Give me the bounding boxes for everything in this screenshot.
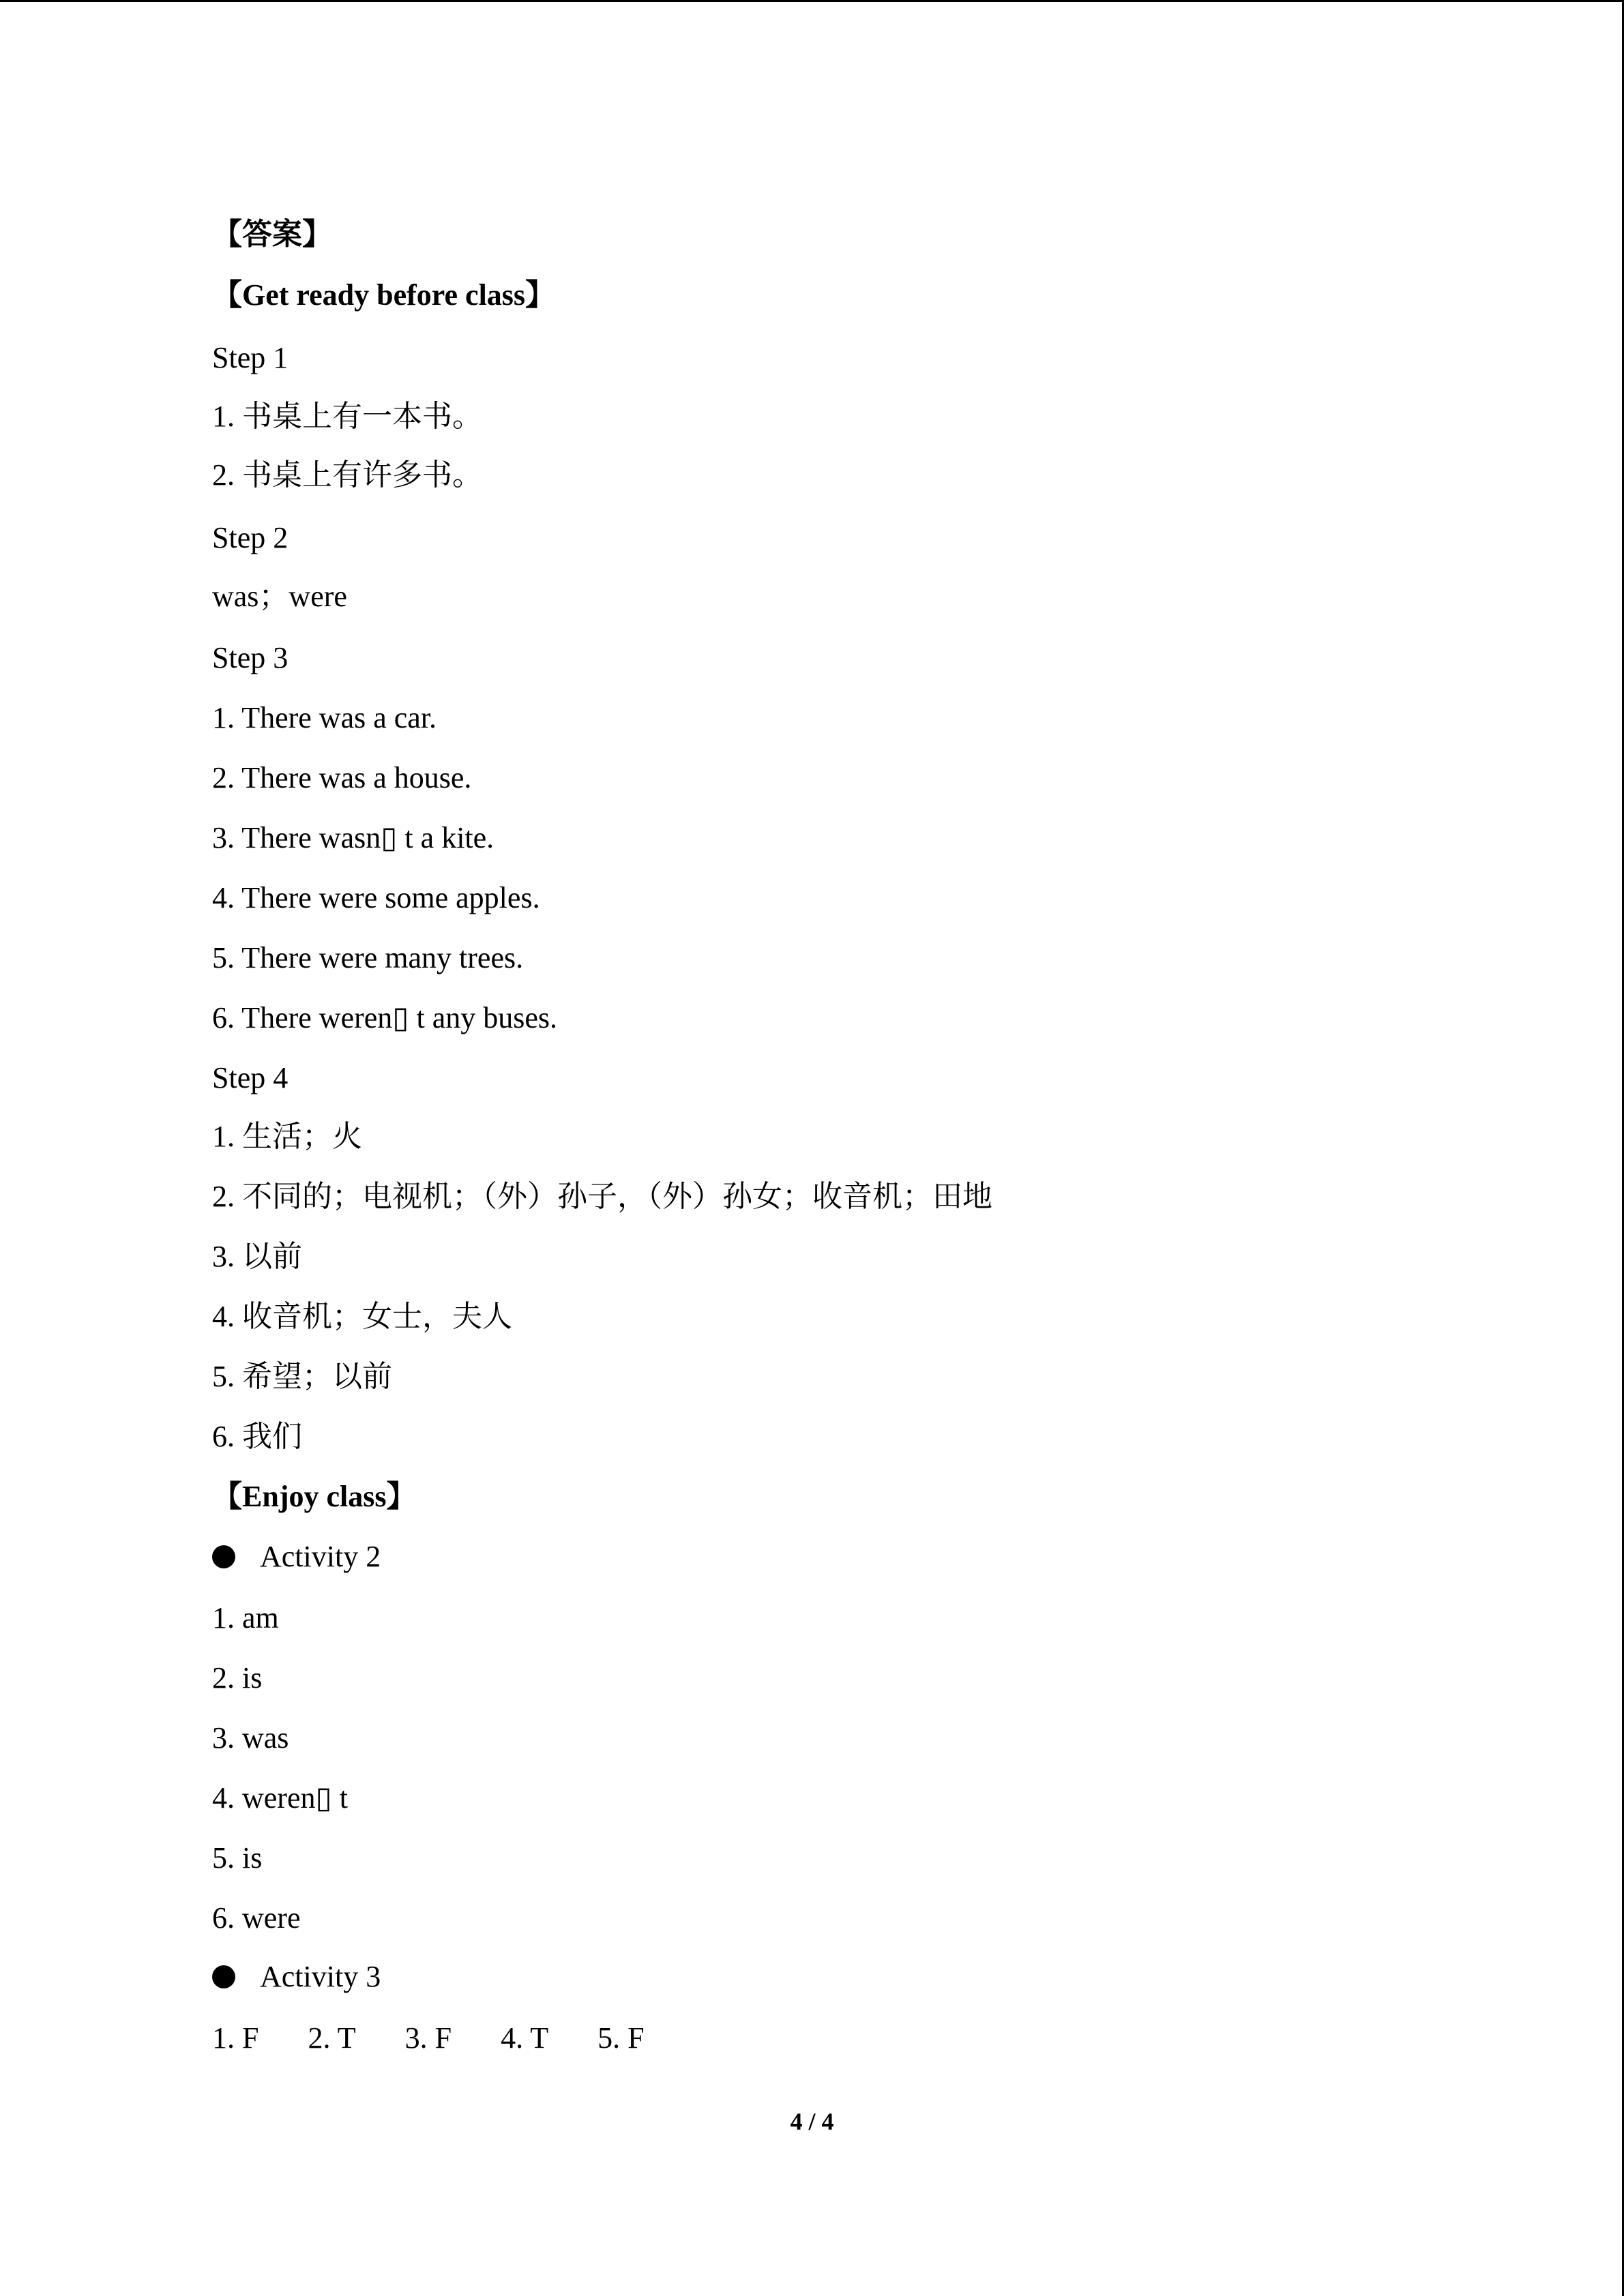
activity3-heading xyxy=(212,1962,381,1992)
step3-title: Step 3 xyxy=(212,641,289,674)
step1-title: Step 1 xyxy=(212,341,289,374)
step2-title: Step 2 xyxy=(212,521,289,554)
step3-item-2: 2. There was a house. xyxy=(212,761,472,794)
activity2-item-1: 1. am xyxy=(212,1601,279,1635)
step4-item-6: 6. 我们 xyxy=(212,1420,302,1453)
step4-item-1: 1. 生活；火 xyxy=(212,1120,362,1153)
step1-item-2: 2. 书桌上有许多书。 xyxy=(212,458,482,492)
activity2-item-5: 5. is xyxy=(212,1841,263,1875)
page-number: 4 / 4 xyxy=(790,2108,834,2135)
activity3-item-4: 4. T xyxy=(501,2021,549,2055)
activity3-item-1: 1. F xyxy=(212,2021,259,2055)
step4-item-2: 2. 不同的；电视机；（外）孙子，（外）孙女；收音机；田地 xyxy=(212,1180,992,1213)
activity3-answers xyxy=(212,2023,694,2053)
answer-header: 【答案】 xyxy=(212,218,332,251)
step4-item-5: 5. 希望；以前 xyxy=(212,1360,392,1393)
step3-item-1: 1. There was a car. xyxy=(212,701,437,734)
activity3-item-5: 5. F xyxy=(597,2021,645,2055)
bullet-icon xyxy=(212,1965,235,1988)
activity3-item-3: 3. F xyxy=(404,2021,452,2055)
activity2-item-2: 2. is xyxy=(212,1661,263,1695)
step4-title: Step 4 xyxy=(212,1061,289,1094)
activity3-title: Activity 3 xyxy=(260,1960,381,1993)
activity2-item-6: 6. were xyxy=(212,1901,301,1935)
section-enjoy: 【Enjoy class】 xyxy=(212,1480,417,1513)
activity2-heading xyxy=(212,1542,381,1572)
activity2-title: Activity 2 xyxy=(260,1540,381,1573)
step3-item-5: 5. There were many trees. xyxy=(212,941,524,974)
step4-item-4: 4. 收音机；女士，夫人 xyxy=(212,1300,512,1333)
step1-item-1: 1. 书桌上有一本书。 xyxy=(212,400,482,433)
step4-item-3: 3. 以前 xyxy=(212,1240,302,1273)
bullet-icon xyxy=(212,1545,235,1568)
step2-answer: was；were xyxy=(212,580,347,613)
activity2-item-3: 3. was xyxy=(212,1721,289,1755)
step3-item-6: 6. There weren▯ t any buses. xyxy=(212,1001,558,1034)
step3-item-3: 3. There wasn▯ t a kite. xyxy=(212,821,494,854)
step3-item-4: 4. There were some apples. xyxy=(212,881,540,914)
section-get-ready: 【Get ready before class】 xyxy=(212,278,556,312)
activity3-item-2: 2. T xyxy=(308,2021,356,2055)
activity2-item-4: 4. weren▯ t xyxy=(212,1781,348,1815)
